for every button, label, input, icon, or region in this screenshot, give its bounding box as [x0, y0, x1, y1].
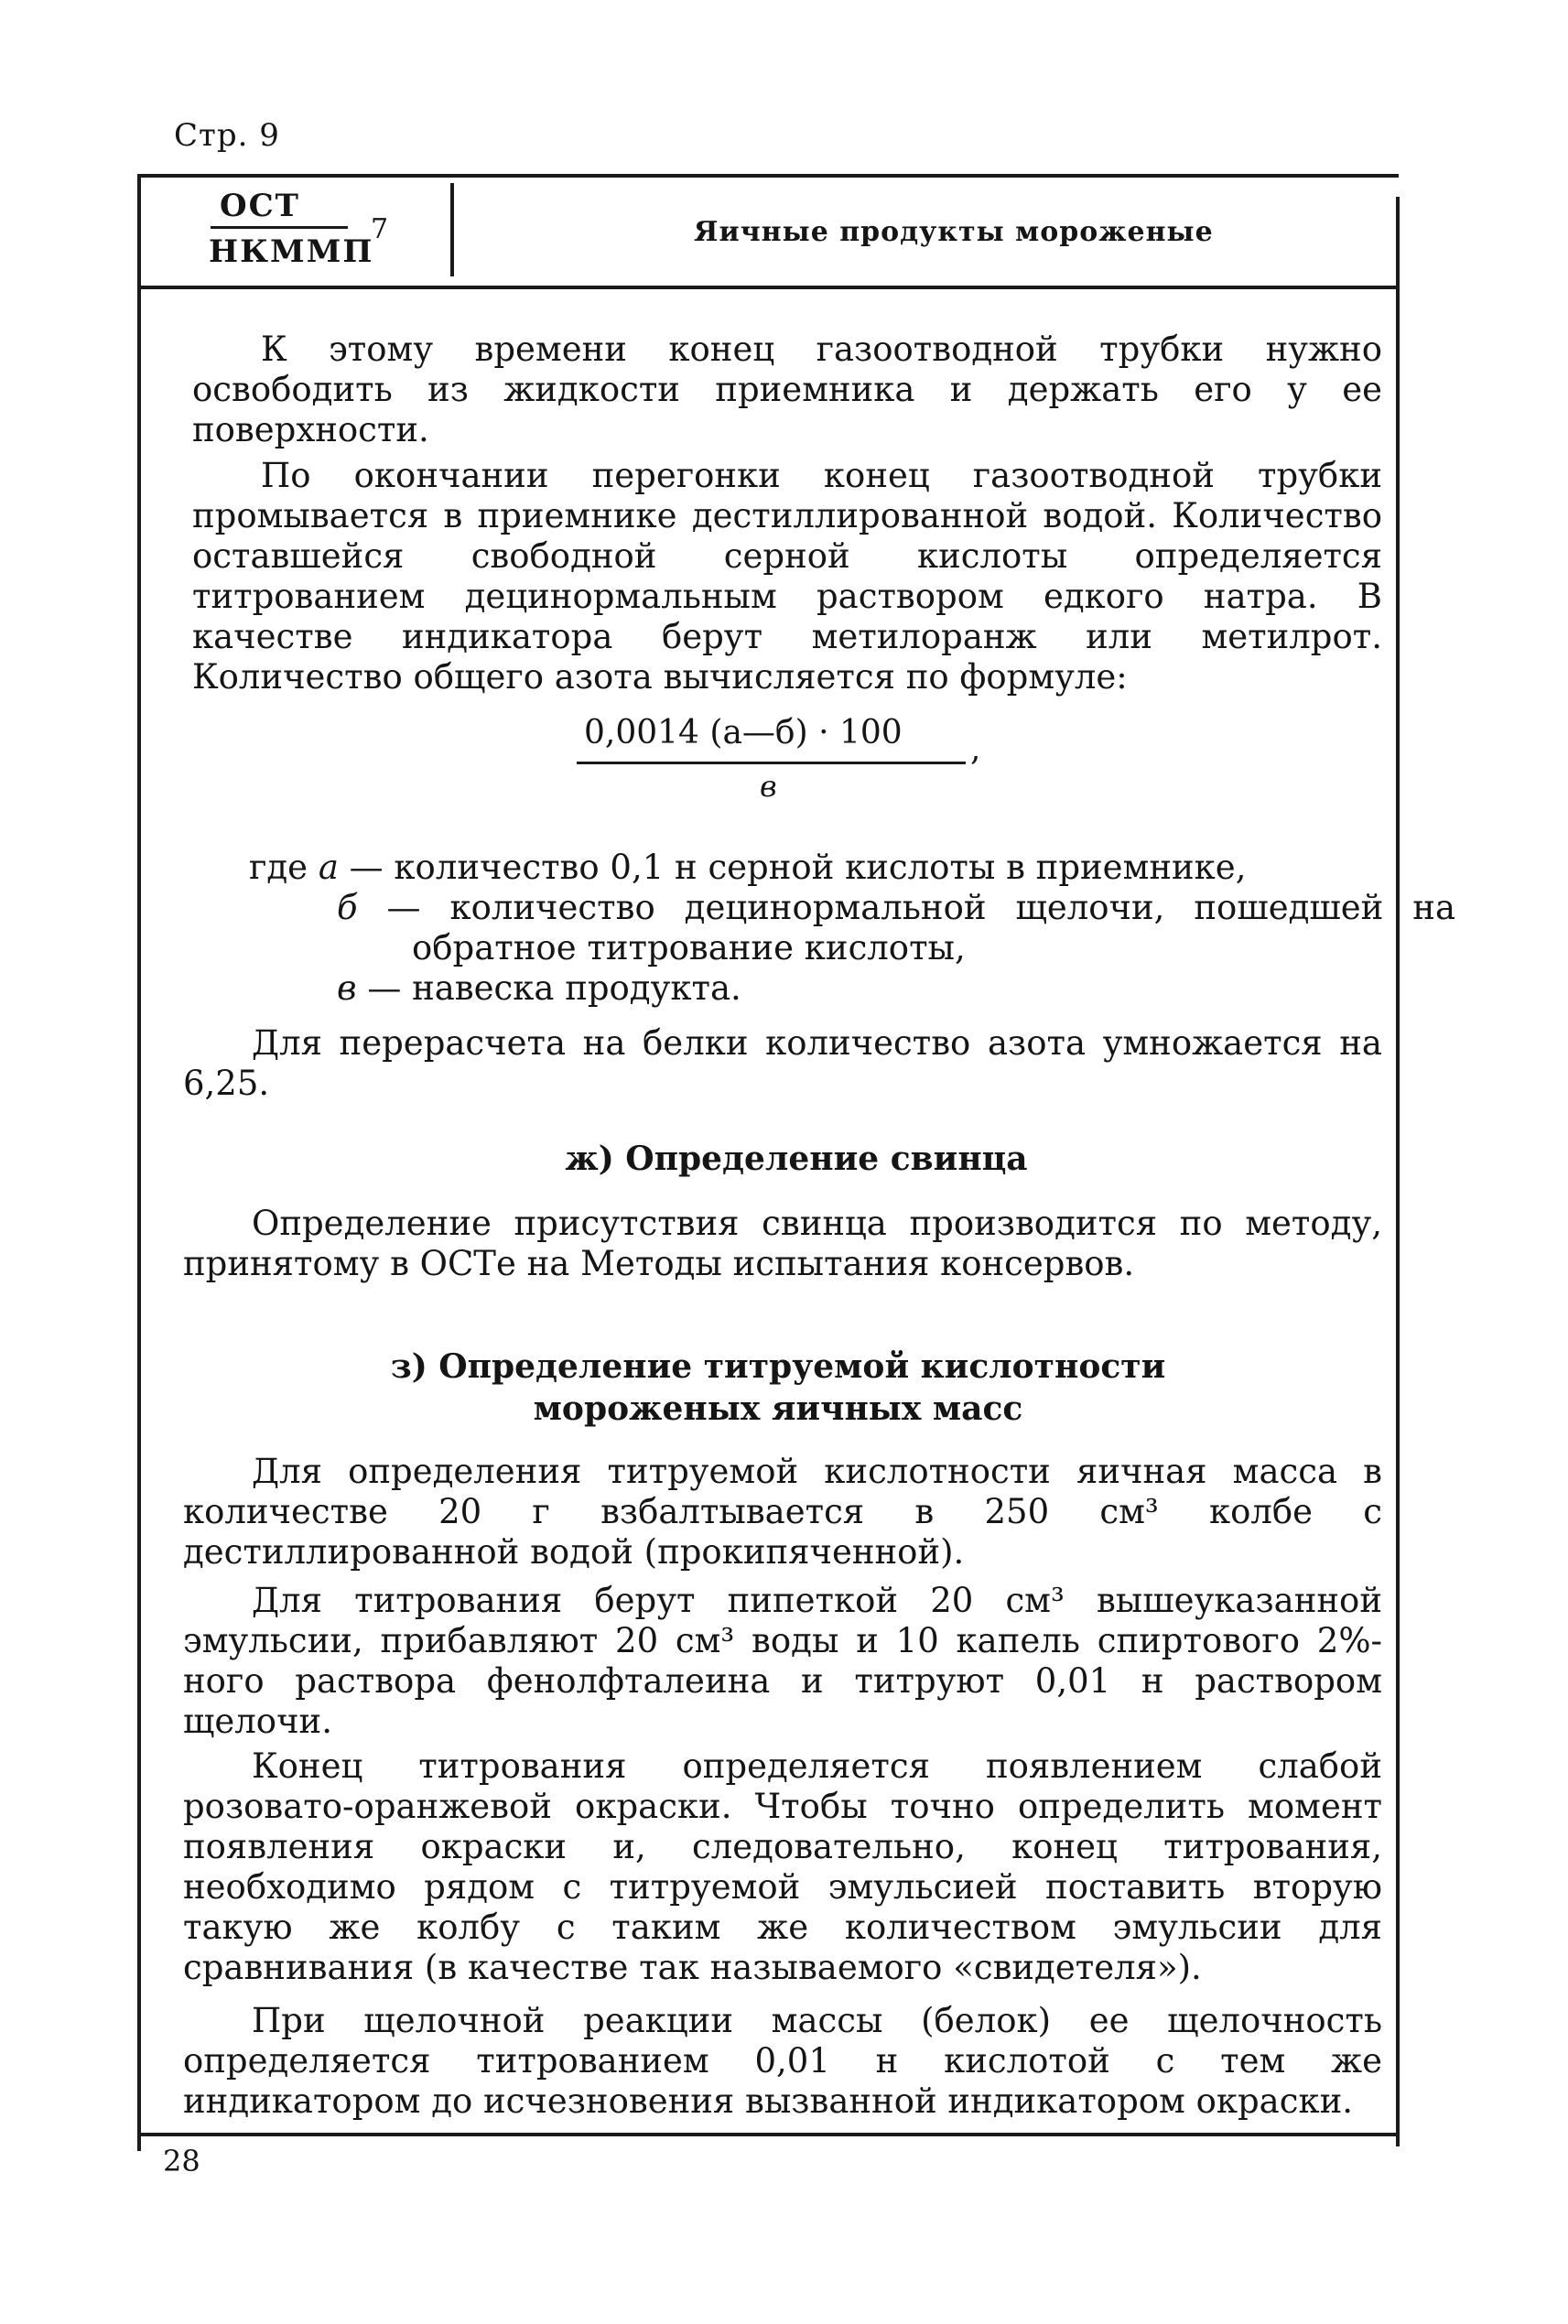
paragraph-5 — [183, 1452, 1382, 1573]
paragraph-8 — [183, 2001, 1382, 2122]
heading-acidity-determination: з) Определение титруемой кислотности мороженых яичных масс — [390, 1347, 1166, 1428]
standard-number: 7 — [371, 213, 389, 245]
paragraph-1-text: К этому времени конец газоотводной трубки нужно освободить из жидкости приемника и держать его у ее поверхности. — [192, 330, 1382, 449]
paragraph-8-text: При щелочной реакции массы (белок) ее щелочность определяется титрованием 0,01 н кислотой с тем же индикатором до исчезновения вызванной индикатором окраски. — [183, 2001, 1382, 2121]
paragraph-2-text: По окончании перегонки конец газоотводной трубки промывается в приемнике дестиллированной водой. Количество оставшейся свободной серной кислоты определяется титрованием децинормальным раствором едкого натра. В качестве индикатора берут метилоранж или метилрот. Количество общего азота вычисляется по формуле: — [192, 456, 1382, 697]
paragraph-4 — [183, 1204, 1382, 1284]
legend-c — [337, 968, 1380, 1009]
standard-fraction-line — [211, 226, 348, 229]
standard-top: ОСТ — [220, 188, 300, 224]
heading-lead-determination: ж) Определение свинца — [565, 1140, 1028, 1178]
nitrogen-formula — [577, 714, 989, 815]
right-margin-rule — [1396, 197, 1400, 2146]
paragraph-7-text: Конец титрования определяется появлением слабой розовато-оранжевой окраски. Чтобы точно определить момент появления окраски и, следовательно, конец титрования, необходимо рядом с титруемой эмульсией поставить вторую такую же колбу с таким же количеством эмульсии для сравнивания (в качестве так называемого «свидетеля»). — [183, 1746, 1382, 1987]
header-divider — [450, 183, 454, 276]
paragraph-4-text: Определение присутствия свинца производится по методу, принятому в ОСТе на Методы испытания консервов. — [183, 1204, 1382, 1283]
paragraph-6 — [183, 1581, 1382, 1742]
document-title: Яичные продукты мороженые — [694, 216, 1214, 248]
legend-b-var: б — [337, 888, 358, 927]
header-bottom-rule — [137, 286, 1399, 289]
legend-b — [337, 888, 1455, 968]
standard-designation — [183, 188, 449, 279]
paragraph-6-text: Для титрования берут пипеткой 20 см³ вышеуказанной эмульсии, прибавляют 20 см³ воды и 10 капель спиртового 2%-ного раствора фенолфталеина и титруют 0,01 н раствором щелочи. — [183, 1581, 1382, 1741]
legend-a-var: а — [318, 848, 339, 887]
header-top-rule — [137, 174, 1399, 178]
page-number: 28 — [163, 2144, 200, 2178]
legend-c-text: — навеска продукта. — [367, 968, 741, 1008]
legend-c-var: в — [337, 968, 357, 1008]
formula-denominator: в — [760, 769, 777, 804]
legend-a-text: — количество 0,1 н серной кислоты в приемнике, — [349, 848, 1247, 887]
paragraph-1 — [192, 330, 1382, 450]
formula-numerator: 0,0014 (а—б) · 100 — [584, 714, 903, 751]
footer-rule — [137, 2133, 1399, 2136]
legend-b-text: — количество децинормальной щелочи, пошедшей на обратное титрование кислоты, — [386, 888, 1455, 967]
paragraph-2 — [192, 456, 1382, 697]
left-margin-rule — [137, 174, 141, 2151]
paragraph-3 — [183, 1023, 1382, 1104]
paragraph-3-text: Для перерасчета на белки количество азота умножается на 6,25. — [183, 1023, 1382, 1103]
standard-bottom: НКММП — [209, 233, 374, 270]
paragraph-5-text: Для определения титруемой кислотности яичная масса в количестве 20 г взбалтывается в 250 см³ колбе с дестиллированной водой (прокипяченной). — [183, 1452, 1382, 1572]
formula-fraction-bar — [577, 762, 966, 764]
legend-where: где — [249, 848, 308, 887]
page-label: Стр. 9 — [174, 117, 280, 154]
paragraph-7 — [183, 1746, 1382, 1988]
legend-a — [249, 848, 1384, 888]
formula-comma: , — [970, 730, 981, 768]
